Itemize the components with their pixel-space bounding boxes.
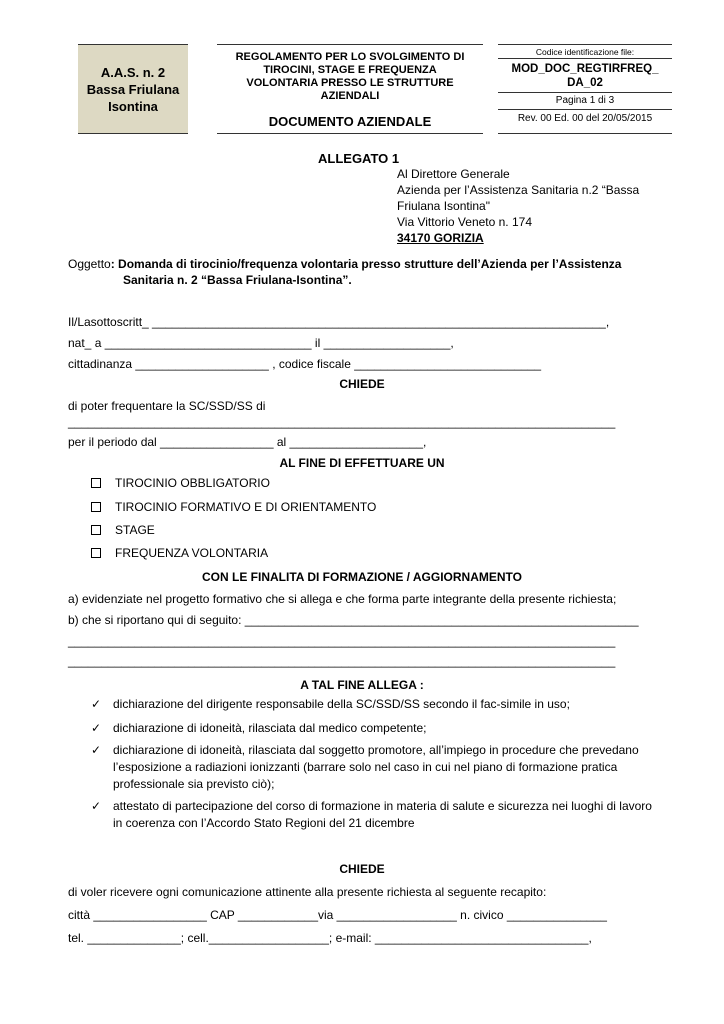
checkbox-icon[interactable] <box>91 525 101 535</box>
recipient-city: 34170 GORIZIA <box>397 231 484 245</box>
check-icon: ✓ <box>91 799 102 813</box>
finalita-heading: CON LE FINALITA DI FORMAZIONE / AGGIORNAMENTO <box>202 570 522 584</box>
recipient-line-1: Al Direttore Generale <box>397 167 510 181</box>
recipient-block <box>397 166 639 246</box>
reg-title-line-2: TIROCINI, STAGE E FREQUENZA <box>263 64 437 76</box>
option-label: TIROCINIO OBBLIGATORIO <box>115 476 270 490</box>
regulation-title-box <box>217 44 483 134</box>
file-info-box <box>498 44 672 134</box>
finalita-line-2[interactable]: __________________________________________________________________________________ <box>68 654 616 668</box>
org-line-3: Isontina <box>108 98 158 114</box>
chiede-heading-1: CHIEDE <box>339 377 385 391</box>
phone-email-field[interactable]: tel. ______________; cell.__________________; e-mail: ________________________________, <box>68 931 592 945</box>
recipient-line-3: Friulana Isontina" <box>397 199 490 213</box>
org-line-1: A.A.S. n. 2 <box>100 64 166 80</box>
checkbox-icon[interactable] <box>91 548 101 558</box>
option-stage[interactable] <box>91 522 155 538</box>
allegato-title: ALLEGATO 1 <box>318 151 400 166</box>
address-field[interactable]: città _________________ CAP ____________via __________________ n. civico _______________ <box>68 908 607 922</box>
attachment-text: attestato di partecipazione del corso di formazione in materia di salute e sicurezza nei luoghi di lavoro in coerenza con l’Accordo Stato Regioni del 21 dicembre <box>113 799 652 830</box>
finalita-line-1[interactable]: __________________________________________________________________________________ <box>68 634 616 648</box>
birth-field[interactable]: nat_ a _______________________________ il ___________________, <box>68 336 454 350</box>
check-icon: ✓ <box>91 743 102 757</box>
reg-title-line-1: REGOLAMENTO PER LO SVOLGIMENTO DI <box>235 51 465 63</box>
citizenship-field[interactable]: cittadinanza ____________________ , codice fiscale ____________________________ <box>68 357 542 371</box>
revision: Rev. 00 Ed. 00 del 20/05/2015 <box>517 113 653 124</box>
check-icon: ✓ <box>91 721 102 735</box>
checkbox-icon[interactable] <box>91 502 101 512</box>
option-label: FREQUENZA VOLONTARIA <box>115 546 269 560</box>
al-fine-heading: AL FINE DI EFFETTUARE UN <box>279 456 445 470</box>
allega-heading: A TAL FINE ALLEGA : <box>300 678 424 692</box>
org-line-2: Bassa Friulana <box>86 81 180 97</box>
name-field[interactable]: Il/Lasottoscritt_ ____________________________________________________________________, <box>68 315 610 329</box>
attachment-text: dichiarazione del dirigente responsabile della SC/SSD/SS secondo il fac-simile in uso; <box>113 697 570 711</box>
period-field[interactable]: per il periodo dal _________________ al ____________________, <box>68 435 427 449</box>
document-type: DOCUMENTO AZIENDALE <box>268 114 432 129</box>
contact-intro: di voler ricevere ogni comunicazione attinente alla presente richiesta al seguente recapito: <box>68 885 547 899</box>
organization-box <box>78 44 188 134</box>
checkbox-icon[interactable] <box>91 478 101 488</box>
subject-text-1: : Domanda di tirocinio/frequenza volontaria presso strutture dell’Azienda per l’Assistenza <box>110 257 622 271</box>
subject <box>68 256 656 288</box>
code-label: Codice identificazione file: <box>498 45 672 59</box>
reg-title-line-4: AZIENDALI <box>320 90 380 102</box>
chiede-heading-2: CHIEDE <box>339 862 385 876</box>
structure-field[interactable]: __________________________________________________________________________________ <box>68 415 616 429</box>
recipient-line-2: Azienda per l’Assistenza Sanitaria n.2 “Bassa <box>397 183 640 197</box>
page-number: Pagina 1 di 3 <box>498 93 672 110</box>
finalita-a: a) evidenziate nel progetto formativo che si allega e che forma parte integrante della presente richiesta; <box>68 592 617 606</box>
recipient-line-4: Via Vittorio Veneto n. 174 <box>397 215 532 229</box>
subject-text-2: Sanitaria n. 2 “Bassa Friulana-Isontina”. <box>123 273 352 287</box>
file-code <box>498 59 672 93</box>
option-tirocinio-obbligatorio[interactable] <box>91 475 270 491</box>
structure-label: di poter frequentare la SC/SSD/SS di <box>68 399 266 413</box>
file-code-line-1: MOD_DOC_REGTIRFREQ_ <box>511 63 659 75</box>
option-label: TIROCINIO FORMATIVO E DI ORIENTAMENTO <box>115 500 377 514</box>
check-icon: ✓ <box>91 697 102 711</box>
reg-title-line-3: VOLONTARIA PRESSO LE STRUTTURE <box>246 77 454 89</box>
file-code-line-2: DA_02 <box>567 77 603 89</box>
option-frequenza-volontaria[interactable] <box>91 545 268 561</box>
option-label: STAGE <box>115 523 155 537</box>
attachment-text: dichiarazione di idoneità, rilasciata dal soggetto promotore, all’impiego in procedure che prevedano l’esposizione a radiazioni ionizzanti (barrare solo nel caso in cui nel piano di formazione pratica professionale sia previsto ciò); <box>113 743 639 791</box>
option-tirocinio-formativo[interactable] <box>91 499 376 515</box>
attachment-text: dichiarazione di idoneità, rilasciata dal medico competente; <box>113 721 427 735</box>
finalita-b-field[interactable]: b) che si riportano qui di seguito: ___________________________________________________________ <box>68 613 639 627</box>
subject-label: Oggetto <box>68 257 111 271</box>
